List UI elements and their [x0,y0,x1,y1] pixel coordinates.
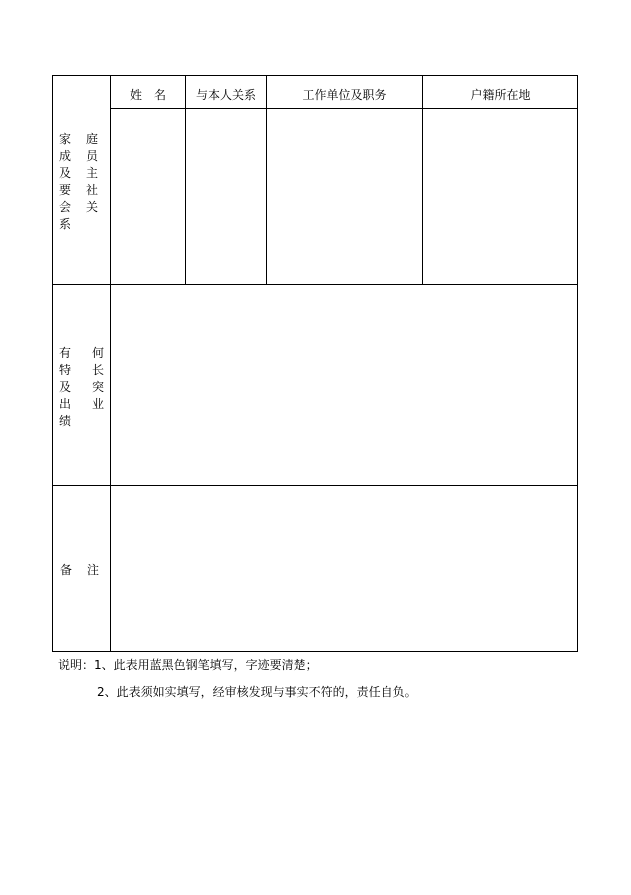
specialty-label-left: 有特及出绩 [58,346,71,428]
specialty-content-cell[interactable] [111,285,577,485]
header-household-registration: 户籍所在地 [470,88,531,102]
remarks-label-b: 注 [87,563,100,577]
family-label-left: 家成及要会系 [58,132,71,231]
specialty-label-right: 何长突业 [91,346,104,411]
remarks-content-cell[interactable] [111,486,577,651]
header-workplace-position: 工作单位及职务 [302,88,387,102]
note-line-1: 说明：1、此表用蓝黑色钢笔填写，字迹要清楚； [58,658,318,672]
remarks-label-a: 备 [60,563,73,577]
family-relationship-cell[interactable] [186,109,266,284]
header-relationship: 与本人关系 [195,88,256,102]
note-line-2: 2、此表须如实填写，经审核发现与事实不符的，责任自负。 [97,685,417,699]
header-name: 姓 名 [129,88,166,102]
family-name-cell[interactable] [111,109,185,284]
family-label-right: 庭员主社关 [85,132,98,214]
family-household-cell[interactable] [423,109,577,284]
family-workplace-cell[interactable] [267,109,422,284]
